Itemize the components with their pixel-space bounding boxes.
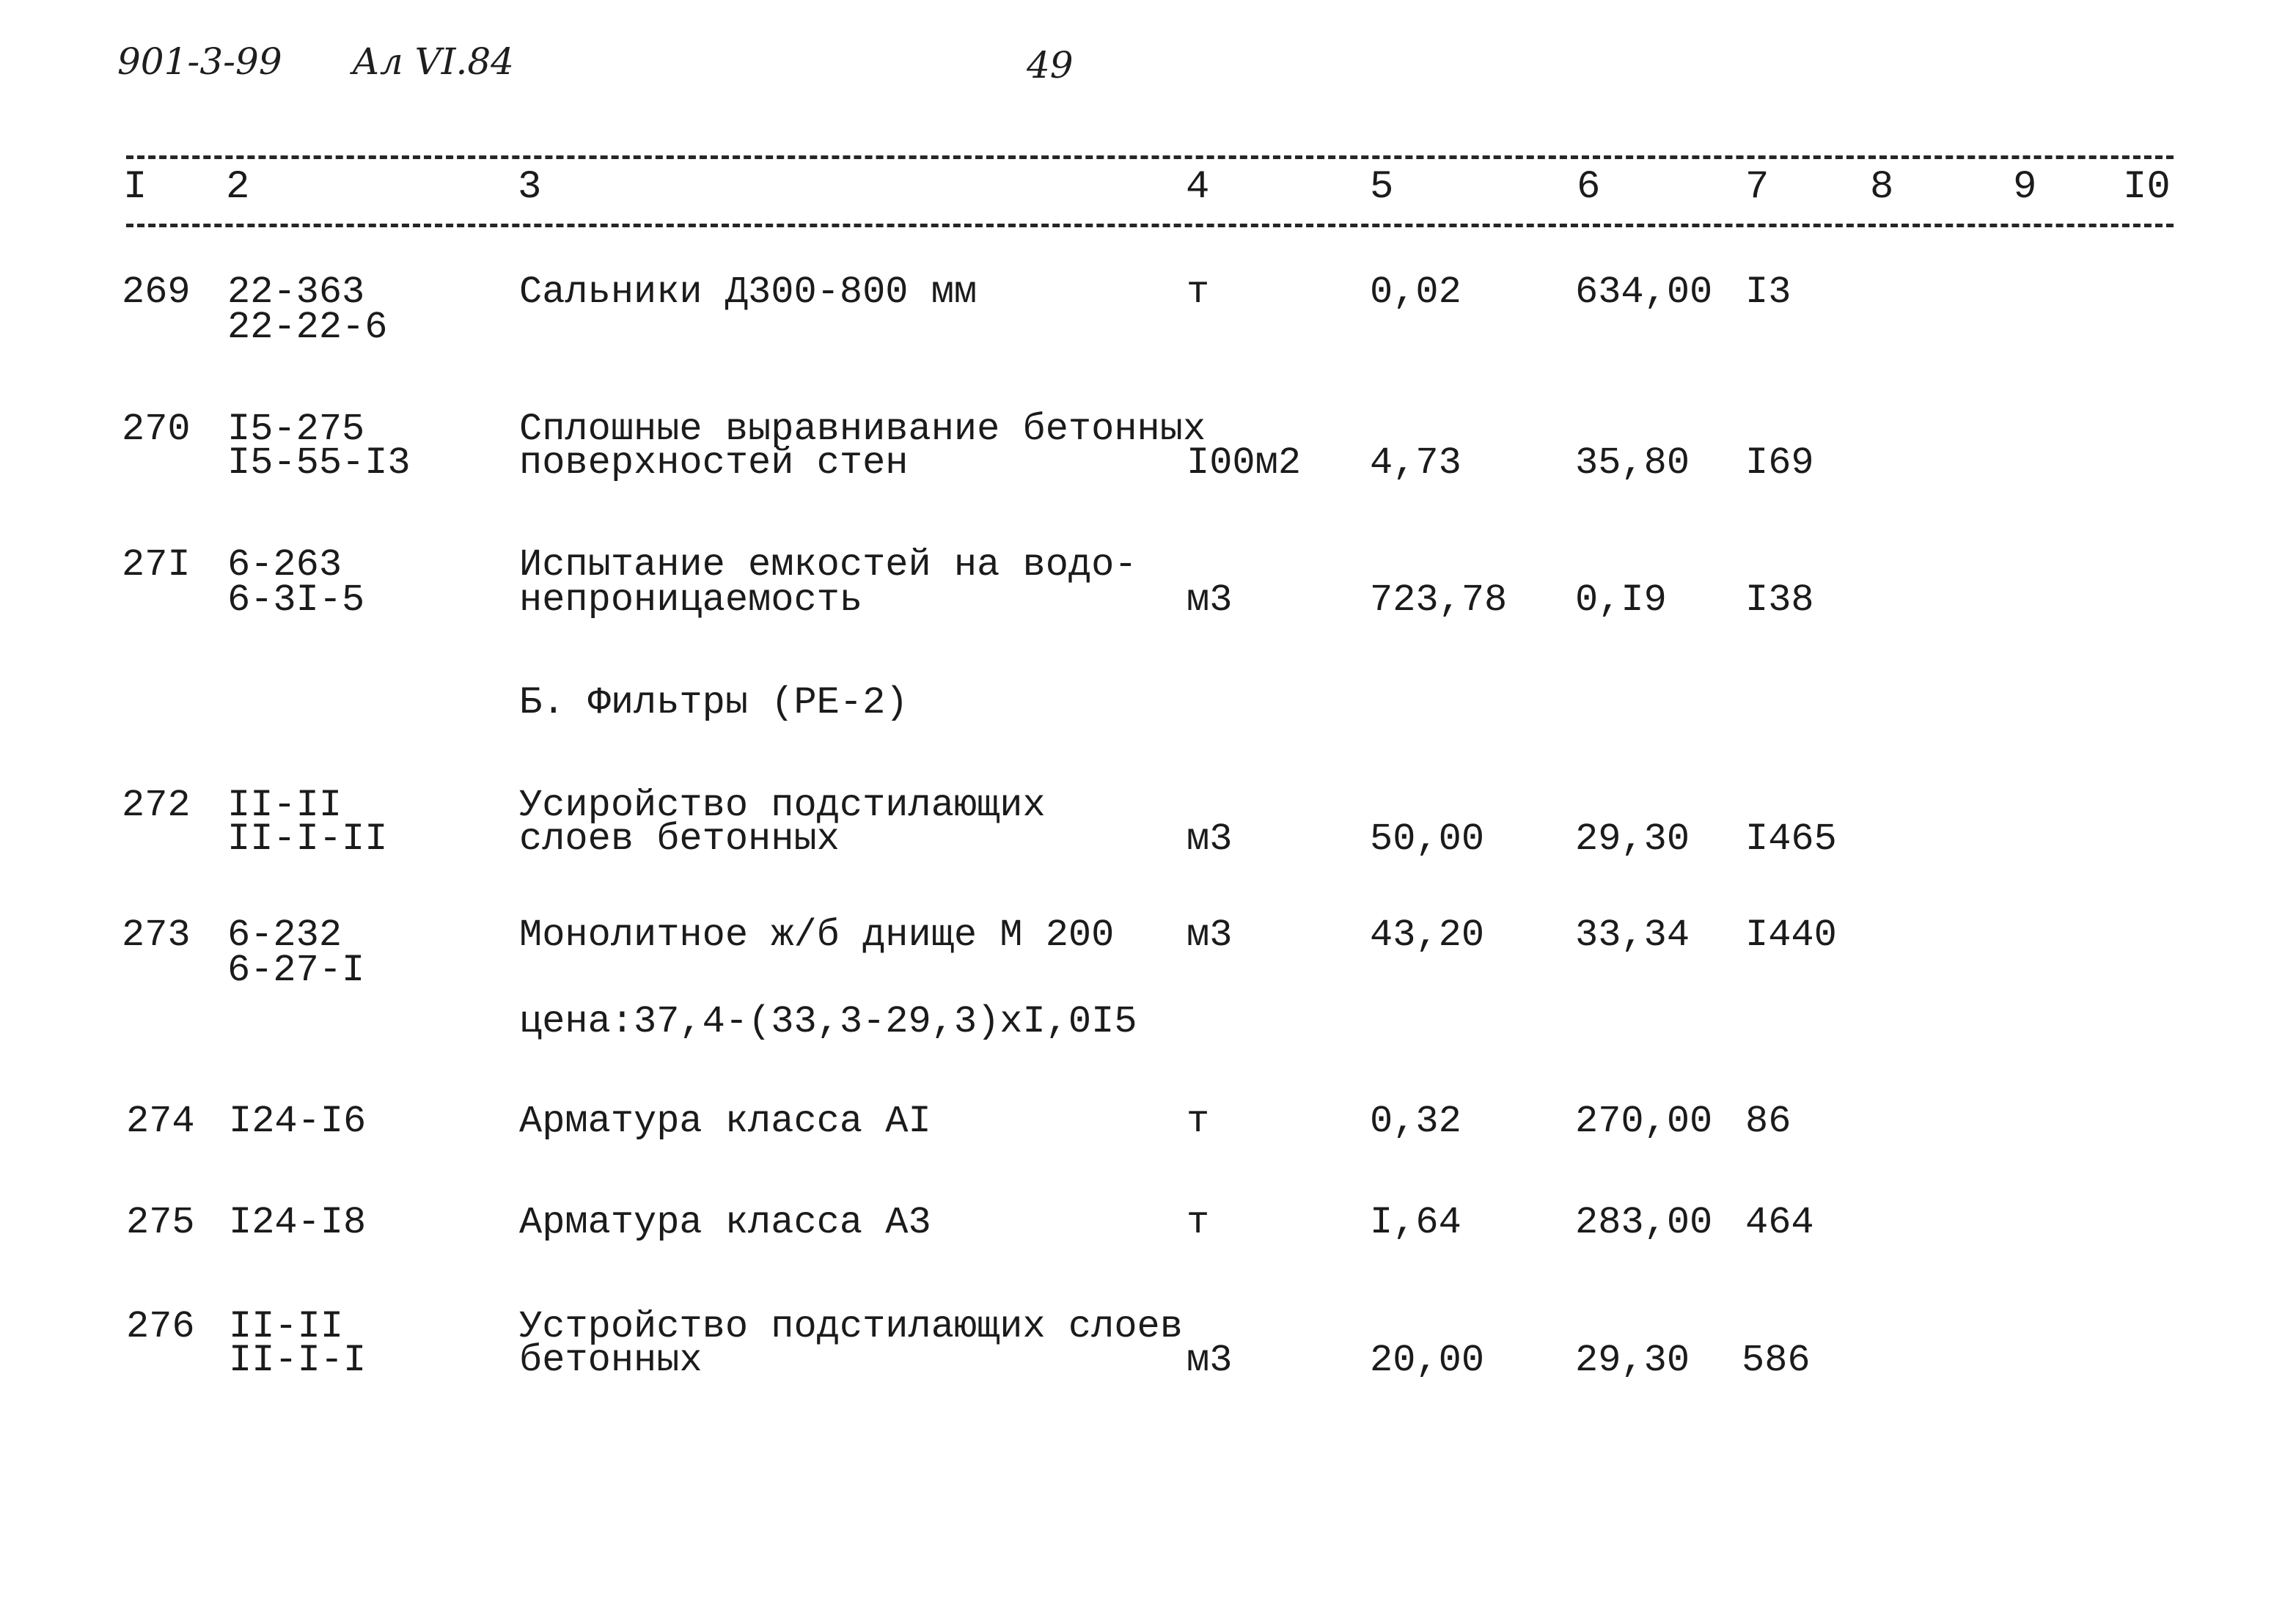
column-number: 6 <box>1577 165 1601 210</box>
unit: т <box>1186 1201 1210 1244</box>
price-calculation-note: цена:37,4-(33,3-29,3)хI,0I5 <box>519 1000 1137 1043</box>
unit-price: 0,I9 <box>1575 578 1667 622</box>
unit: I00м2 <box>1186 441 1302 485</box>
unit: м3 <box>1186 817 1233 861</box>
unit: т <box>1186 271 1210 314</box>
norm-code: 6-263 <box>227 543 342 587</box>
column-number: 7 <box>1745 165 1769 210</box>
work-description: Испытание емкостей на водо- <box>519 543 1137 587</box>
total-cost: 464 <box>1745 1201 1814 1244</box>
work-description-continued: поверхностей стен <box>519 441 909 485</box>
norm-code-secondary: II-I-I <box>229 1339 367 1382</box>
norm-code: I24-I6 <box>229 1100 367 1143</box>
unit-price: 35,80 <box>1575 441 1690 485</box>
work-description: Усиройство подстилающих <box>519 784 1046 827</box>
work-description-continued: бетонных <box>519 1339 703 1382</box>
row-number: 276 <box>126 1305 195 1348</box>
unit-price: 33,34 <box>1575 914 1690 957</box>
quantity: 43,20 <box>1370 914 1485 957</box>
quantity: 0,32 <box>1370 1100 1461 1143</box>
row-number: 269 <box>122 271 191 314</box>
work-description: Сплошные выравнивание бетонных <box>519 408 1206 451</box>
unit-price: 29,30 <box>1575 1339 1690 1382</box>
total-cost: I38 <box>1745 578 1814 622</box>
column-number: 9 <box>2013 165 2037 210</box>
row-number: 274 <box>126 1100 195 1143</box>
page-number: 49 <box>1027 44 1074 87</box>
norm-code: II-II <box>227 784 342 827</box>
quantity: 20,00 <box>1370 1339 1485 1382</box>
column-number: 4 <box>1186 165 1210 210</box>
work-description: Арматура класса АI <box>519 1100 931 1143</box>
unit: м3 <box>1186 1339 1233 1382</box>
norm-code: I24-I8 <box>229 1201 367 1244</box>
norm-code: I5-275 <box>227 408 365 451</box>
work-description-continued: непроницаемость <box>519 578 863 622</box>
unit-price: 634,00 <box>1575 271 1713 314</box>
norm-code-secondary: 6-27-I <box>227 949 365 992</box>
norm-code: 6-232 <box>227 914 342 957</box>
section-heading: Б. Фильтры (РЕ-2) <box>519 681 909 724</box>
unit-price: 29,30 <box>1575 817 1690 861</box>
total-cost: 86 <box>1745 1100 1791 1143</box>
column-number: 3 <box>518 165 542 210</box>
unit: м3 <box>1186 914 1233 957</box>
row-number: 275 <box>126 1201 195 1244</box>
header-bottom-rule <box>126 224 2174 227</box>
header-top-rule <box>126 155 2174 159</box>
row-number: 270 <box>122 408 191 451</box>
column-number: 8 <box>1870 165 1894 210</box>
unit-price: 270,00 <box>1575 1100 1713 1143</box>
quantity: 50,00 <box>1370 817 1485 861</box>
norm-code-secondary: 22-22-6 <box>227 306 388 349</box>
unit: т <box>1186 1100 1210 1143</box>
norm-code: II-II <box>229 1305 344 1348</box>
work-description: Монолитное ж/б днище М 200 <box>519 914 1115 957</box>
column-number: 2 <box>226 165 250 210</box>
unit: м3 <box>1186 578 1233 622</box>
total-cost: I69 <box>1745 441 1814 485</box>
total-cost: 586 <box>1742 1339 1811 1382</box>
norm-code-secondary: 6-3I-5 <box>227 578 365 622</box>
unit-price: 283,00 <box>1575 1201 1713 1244</box>
column-number: I0 <box>2123 165 2171 210</box>
row-number: 273 <box>122 914 191 957</box>
album-number: Ал VI.84 <box>352 40 514 83</box>
total-cost: I465 <box>1745 817 1837 861</box>
document-code: 901-3-99 <box>117 40 282 83</box>
norm-code-secondary: II-I-II <box>227 817 388 861</box>
norm-code-secondary: I5-55-I3 <box>227 441 411 485</box>
quantity: I,64 <box>1370 1201 1461 1244</box>
row-number: 272 <box>122 784 191 827</box>
column-number: 5 <box>1370 165 1394 210</box>
total-cost: I3 <box>1745 271 1791 314</box>
work-description: Устройство подстилающих слоев <box>519 1305 1183 1348</box>
work-description-continued: слоев бетонных <box>519 817 840 861</box>
quantity: 4,73 <box>1370 441 1461 485</box>
work-description: Сальники Д300-800 мм <box>519 271 978 314</box>
quantity: 0,02 <box>1370 271 1461 314</box>
total-cost: I440 <box>1745 914 1837 957</box>
column-number: I <box>123 165 147 210</box>
quantity: 723,78 <box>1370 578 1508 622</box>
row-number: 27I <box>122 543 191 587</box>
norm-code: 22-363 <box>227 271 365 314</box>
work-description: Арматура класса А3 <box>519 1201 931 1244</box>
